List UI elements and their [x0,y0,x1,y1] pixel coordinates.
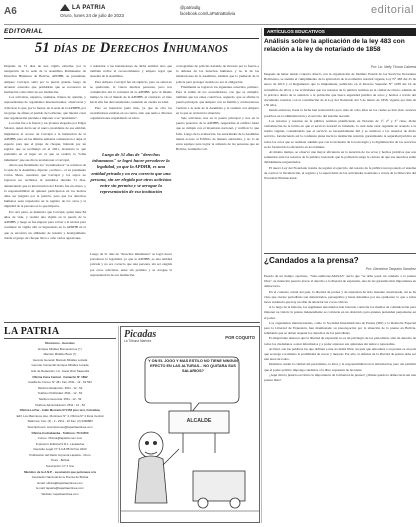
cartoon-speech-text: Y ON EL JOGO Y MAS ESTILO NO TIENE NINGUN EFECTO EN LAS ALTURAS... NO QUITARA SUS SALARIOS? [148,359,238,374]
masthead-line: Casilla de Correo: N° 48 • Fax: 2511 - 12 - 52 562 [28,380,92,385]
masthead-lines [4,341,116,498]
masthead-line: Marcelo Miralles Bové (†) [43,352,77,357]
masthead-line: Teléfono Redacción: 2511 - 12 - 52 [37,385,83,390]
cartoon-panel [120,326,260,523]
editorial-paragraph: Seis activistas, tras en la puerta principal y tres en la puerta posterior de la APDHB, resguardan el edificio hasta que se cumpla con el inventario nacional, y verificar lo que falta. Luego de la evaluación, las autoridades de la Asamblea tienen acceso al Edificio de manera autónoma, y no lo de estos equipos para lograr la armonía de las personas que en Bolivia, Guillermo Gil. [176,116,259,152]
editorial-paragraph: Luego de 51 días de "derechos inhumanos" se logró hacer prevalecer la legalidad, ya que la APDHB, es una entidad privada y no era correcto que una persona, sin ser elegida por otros activistas, entre sin permiso y se arrogue la representación de esa institución. [90,252,172,277]
education-byline: Por: Lic. Nelly Ticona Cabrera [370,65,416,69]
editorial-paragraph: Ahora que finalmente los "avasalladores" se retiraron de la sede de la Asamblea, dijeron: ¡acabaro... el ex presidente Carlos Mesa, cuestionó que Carvajal y los suyos no lograron ser recibidos ni atendidos durante 51 días, denunciando que la intervención del Estado fue un abuso, y la responsabilidad de quienes participaron en los hechos debe ser juzgada por la justicia, para que los derechos humanos sean respetados en la registro de los otros y la dignidad de la persona es lo que importa. [4,162,86,209]
education-paragraph: El nuevo Ley del Notariado trataba de regular el ejercicio del notario de fe pública incorporando el sistema de control, la fiscalización, el registro y la supervisión de las actividades notariales a través de la Dirección del Notariado Plurinacional. [264,165,416,181]
masthead-line: Edif. Los Manzanos piso, Montrieux N° 4, Oficina N° 4 Zona Central [16,413,104,418]
masthead-line: Oficina Zona Central - Camacho N° 1892 [32,374,88,379]
editorial-column-2-top [90,64,172,144]
editorial-column-2-bottom [90,252,172,318]
opinion-paragraph: En el contexto actual del país, la libertad de prensa y de expresión ha sido bastante cuestionada, así se ha visto que ciertos periodistas son denunciados, perseguidos y hasta detenidos por sus opiniones; lo que a todas luces evidencia que hay un afán de silenciar las voces críticas. [264,289,416,305]
masthead-line: Gerente Comercial: Enrique Miralles Lozada [31,363,89,368]
education-paragraph: Los notarios y notarias de fe pública realizan planificando en Notarías de 1°, 2° y 3° clase, dicha verbalización de la forma en que el servicio notarial es brindado, la cual debe estar regulada de acuerdo a la norma vigente, considerando que el servicio es necesariamente útil y se satisface a los usuarios de dicho servicio, fortaleciendo así la confianza plena hacia la institución notarial, garantizando la seguridad jurídica en todos los actos que se realizan; además que con la inclusión de la tecnología y la digitalización de los servicios se ha fortalecido la eficiencia en los trámites. [264,118,416,149]
education-headline: Análisis sobre la aplicación de la ley 483 con relación a la ley de notariado de 1858 [264,38,405,53]
masthead-line: Teléfonos: Fax: (2) - 2 - 2311 - 22 Fax: (2) 2390883 [27,419,93,424]
header-logo [60,4,106,11]
editorial-paragraph: Después de 51 días de una vigilia extrema, por la usurpación de la sede de la Asamblea Permanente de Derechos Humanos de Bolivia, APDHB, su presidente, Amparo Carvajal, salió por la puerta grande, luego de alcanzar acuerdos que permitirán que se reconozca su institución como líder de esa institución. [4,64,86,95]
education-kicker: ARTÍCULOS EDUCATIVOS [264,28,416,36]
right-divider [264,253,416,254]
masthead-line: Oficina Cochabamba - Teléfono: 76 24453 [31,430,89,435]
header-paper-name: LA PATRIA [72,4,106,11]
education-paragraph: Después de haber tenido contacto directo con la organización de Instituto Estatal de los Servicios Notariales Bolivianos, se analiza el cumplimiento de la aplicación de la normativa notarial vigente, Ley N° 483 del 25 de enero de 2014 y el Reglamento que la implementa, publicado en el Decreto Supremo N° 2189 del 19 de noviembre de 2014, y las actividades que los notarios de fe pública realizan en la ciudad de Oruro; además de la práctica diaria de la atención a la población que busca seguridad jurídica de actos y hechos a través del documento notarial, con la contribución de la Ley del Notariado del 5 de marzo de 1858, vigente por más de 150 años. [264,72,416,108]
masthead-line: Asociación Nacional de la Prensa de Bolivia [31,475,89,480]
editorial-kicker: EDITORIAL [4,28,44,35]
opinion-headline: ¿Candados a la prensa? [264,256,359,265]
editorial-paragraph: Por otra parte, se denunció que Carvajal, quien tiene 84 años de vida, y realizó una vigilia en la puerta de la APDHB, y luego se fue ingresó para volver a la terraza para continuar su vigilia allí; es ingresando en la APDHB en la que se encontró un ambiente de tensión y hostigamiento donde el grupo de choque llevó a cabo varias agresiones. [4,209,86,240]
editorial-pullquote: Luego de 51 días de "derechos inhumanos" se logró hacer prevalecer la legalidad, ya que la APDHB, es una entidad privada y no era correcto que una persona, sin ser elegida por otros activistas entre sin permiso y se arrogue la representación de esa institución [90,152,172,195]
masthead-box [4,326,116,523]
column-separator [118,326,119,523]
masthead-line: Teléfono Publicidad: 2511 - 12 - 52 [37,391,83,396]
editorial-column-1 [4,64,86,318]
masthead-line: Directores - Gerentes [45,341,75,345]
kicker-rule [4,38,259,39]
masthead-line: Email: oficina@lapatriaenlinea.com [37,480,83,485]
header-social-page[interactable]: facebook.com/LaPatriaBolivia [180,11,236,16]
section-title: editorial [370,4,414,16]
education-article [264,28,416,250]
editorial-paragraph: Para Amparo Carvajal fue un suplicio, pero su salud no se quebrantó, la vieron muchas personas, pero nos comunicaba ahí la voluntad de la APDHB, pero al mismo tiempo la vio el mundo de la APDHB; al contrario, el trato hacia ella fue desconsiderado, teniendo en cuenta su edad. [90,79,172,105]
editorial-paragraph: Los activistas, expertos, analistas, líderes de opinión, y representantes de organismos internacionales, observaron y criticaron lo que, por la fuerza, en la sede de la APDHB, por un grupo de afines al partido de Gobierno, que intentó crear una organización paralela e imponer a su "presidente". [4,95,86,121]
masthead-line: Teléfono Gerencia: 2511 - 12 - 52 [38,396,82,401]
opinion-paragraph: Debemos cuidar la calidad del periodismo, la ética y la responsabilidad en la información, pero sin permitir que el poder político imponga candados a la libre expresión de las ideas. [264,362,416,372]
education-paragraph: Desde entonces, hasta la fecha han transcurrido poco más de ocho años en los cuales se han visto avances positivos en la administración y el servicio del sistema notarial. [264,108,416,118]
cartoon-sign-text: ALCALDE [186,418,212,424]
opinion-paragraph: Los organismos internacionales, como la Sociedad Interamericana de Prensa (SIP) y la Relatoría Especial para la Libertad de Expresión, han manifestado su preocupación por la situación de la prensa en Bolivia, señalando que se deben respetar los derechos de los periodistas. [264,320,416,336]
masthead-line: Website: lapatriaenlinea.com [41,492,79,497]
masthead-rule [4,338,116,339]
column-separator [261,28,262,523]
logo-mark-icon [60,4,70,11]
opinion-paragraph: Pasado de un tiempo oportuno, "Sólo-auditores-MASAS" decía que "se debe pasar un candado a la prensa libre", su intención pareció atacar el derecho a la libertad de expresión, una de las garantías más importantes en democracia. [264,274,416,289]
masthead-line: Suscripción: N° 2 Uno [45,464,75,469]
editorial-headline: 51 días de Derechos Inhumanos [34,40,229,56]
masthead-line: Miembro de la A.N.P. - asociación que pertenece a la [24,469,96,474]
cartoon-brand [124,329,156,343]
opinion-paragraph: A lo largo de la historia, los regímenes autoritarios han buscado controlar los medios de comunicación para imponer su visión; la prensa independiente se convierte en un obstáculo para quienes pretenden perpetuarse en el poder. [264,305,416,320]
masthead-line: E-mail: lapatria@lapatriaenlinea.com [36,486,84,491]
header-divider [4,24,416,25]
editorial-article [4,28,259,318]
editorial-paragraph: Finalmente se lograron los siguientes acuerdos, primero, Para la salida de los avasalladores, con que se cumplió; tambien que los entes colectivos, segundo, que se afirme la puerta principal, que Amparo con su familia y colaboradores vuelvan a la sede de la Asamblea y la reunión con Amparo en la que se revisará la situación. [176,84,259,115]
cartoon-tagline: La Tribuna Marinez [124,339,152,343]
cartoon-character-icon [135,432,179,503]
header-date: Oruro, lunes 24 de julio de 2023 [60,13,125,18]
opinion-paragraph: Al final, son las palabras las que definen a una sociedad libre; un país que amordaza a su prensa es un país que se niega a sí mismo la posibilidad de crecer y mejorar. Por ello, la defensa de la libertad de prensa debe ser una tarea de todos. [264,346,416,362]
masthead-line: Correo: Oficina@lapatria.com.com [37,436,83,441]
editorial-column-3 [176,64,259,318]
editorial-paragraph: cronogramas de policías tratando de llevarse por la fuerza a la defensa de los derechos humanos y no le de las instalaciones de la Asamblea, además que lo pudieron de la policía para proteger cuando no era la obligación. [176,64,259,84]
masthead-line: Publicación del Diario Imprenta Lapatria - Oruro [29,452,91,457]
opinion-paragraph: Es importante destacar que la libertad de expresión no es un privilegio de los periodistas, sino un derecho de todos los ciudadanos a estar informados y a poder expresar sus opiniones sin temor a represalias. [264,336,416,346]
masthead-line: Oficina La Paz - Calle Mercado N°1453 piso test, Colombia, [19,408,101,413]
masthead-line: Depósito Legal: N° 3-3-8-85-02 Fax 2023 [33,447,87,452]
page-header [0,0,420,26]
masthead-paper-name: LA PATRIA [4,326,60,337]
editorial-paragraph: La toma fue a la fuerza y los jóvenes alegados por Edgar Salazar, quien decía ser el nuevo presidente de esa entidad, impidieron el acceso de Carvajal a la institución de la APDHB, pero en las últimas semanas comenzaron a dejar el espacio para que el grupo de choque, liderado por un regidor que se promulgó en el 2021, alcanzara lo que pretendía en el lugar en el que se realizó la "toma inhumana" que ese día le arrebataron a Carvajal. [4,121,86,162]
cartoon-brand-name: Picadas [124,329,157,340]
editorial-paragraph: Pero su intención pudo más, ya que su olla los avasalladores estaban en su contra, sino que tenía a diversas organizaciones respaldando su labor. [90,105,172,121]
page-number: A6 [4,6,17,17]
masthead-line: Gerente General: Marcelo Miralles Lozada [32,357,88,362]
opinion-article [264,256,416,523]
masthead-line: Jefe de Redacción: Lic. Javier Ruiz Saavedra [30,368,90,373]
cartoon-credit: POR COQUITO [225,335,255,340]
masthead-line: Enrique Miralles Bonnecarrere (†) [38,346,82,351]
masthead-line: Oruro - Bolivia [50,458,70,463]
opinion-byline: Por: Gerónimo Tarquino Sanchez [365,267,416,271]
masthead-line: Teléfono Administración: 2511 - 12 - 52 [35,402,85,407]
education-body [264,72,416,250]
masthead-line: Suscripciones: suscripciones@lapatriaenlinea.com [27,424,93,429]
education-paragraph: Al mismo tiempo, se observó una mayor eficiencia en la atención de los actos y hechos jurídicos que son sometidos ante los notarios de fe pública, buscando que la población tenga la certeza de que sus derechos están debidamente resguardados. [264,150,416,165]
editorial-paragraph: a reinstalar a las instalaciones de dicha entidad, sino que también recibe el reconocimiento y amparo legal que sustenta de la Asamblea. [90,64,172,79]
masthead-line: Impresión: Editorial S.R.L. Lavaderias [35,441,85,446]
opinion-paragraph: ¿Aquí dirá la justicia en Oruro la importancia de la libertad de prensa? ¿Dónde queda la democracia sin una prensa libre? [264,372,416,383]
opinion-body [264,274,416,523]
header-social-handle[interactable]: @patriadig [180,5,201,10]
editorial-divider [4,322,260,323]
